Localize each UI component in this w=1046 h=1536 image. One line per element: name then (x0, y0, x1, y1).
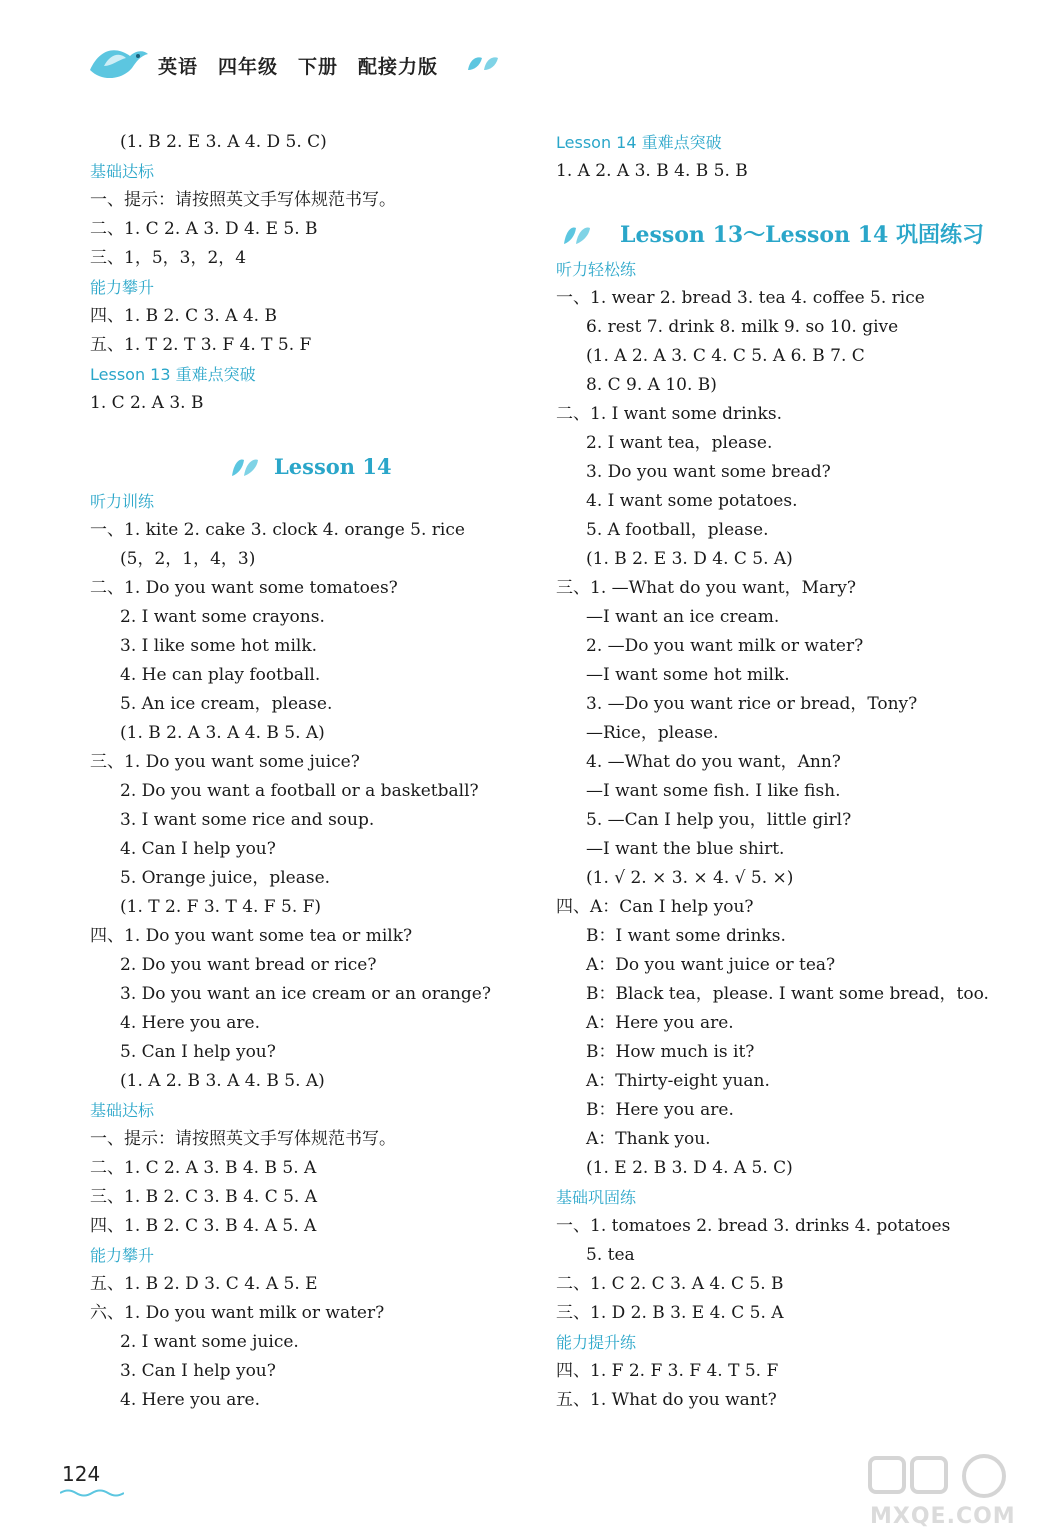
book-title (158, 52, 458, 79)
answer-line: 四、1. B 2. C 3. A 4. B (90, 306, 277, 326)
answer-line: —I want an ice cream. (586, 607, 780, 627)
subject-label: 英语 (158, 56, 199, 78)
lesson-title-text: Lesson 13～Lesson 14 巩固练习 (620, 222, 985, 248)
answer-line: 3. Do you want some bread? (586, 462, 831, 482)
answer-line: 6. rest 7. drink 8. milk 9. so 10. give (586, 317, 899, 337)
answer-line: 3. —Do you want rice or bread，Tony? (586, 694, 918, 714)
grade-label: 四年级 (218, 56, 279, 78)
answer-line: 三、1. D 2. B 3. E 4. C 5. A (556, 1303, 784, 1323)
answer-line: B：Black tea，please. I want some bread，too. (586, 984, 989, 1004)
answer-line: 一、1. tomatoes 2. bread 3. drinks 4. potatoes (556, 1216, 951, 1236)
answer-line: (1. A 2. A 3. C 4. C 5. A 6. B 7. C (586, 346, 865, 366)
answer-line: 一、提示：请按照英文手写体规范书写。 (90, 1129, 396, 1149)
leaf-icon (230, 456, 260, 478)
answer-line: 四、1. F 2. F 3. F 4. T 5. F (556, 1361, 779, 1381)
answer-line: 5. Orange juice，please. (120, 868, 331, 888)
watermark-text: MXQE.COM (870, 1504, 1016, 1529)
answer-line: (1. T 2. F 3. T 4. F 5. F) (120, 897, 322, 917)
section-heading: 听力训练 (90, 492, 155, 511)
answer-line: 1. A 2. A 3. B 4. B 5. B (556, 161, 748, 181)
answer-line: B：How much is it? (586, 1042, 755, 1062)
answer-line: 一、1. wear 2. bread 3. tea 4. coffee 5. rice (556, 288, 925, 308)
answer-line: 五、1. T 2. T 3. F 4. T 5. F (90, 335, 312, 355)
section-heading: Lesson 13 重难点突破 (90, 365, 256, 384)
answer-line: 四、A：Can I help you? (556, 897, 754, 917)
answer-line: 4. Here you are. (120, 1013, 261, 1033)
answer-line: 二、1. C 2. C 3. A 4. C 5. B (556, 1274, 784, 1294)
spacer (90, 418, 530, 447)
answer-line: 5. Can I help you? (120, 1042, 276, 1062)
answer-line: 三、1. B 2. C 3. B 4. C 5. A (90, 1187, 318, 1207)
volume-label: 下册 (298, 56, 339, 78)
answer-line: 二、1. Do you want some tomatoes? (90, 578, 398, 598)
answer-line: 4. I want some potatoes. (586, 491, 798, 511)
section-heading: 基础达标 (90, 1101, 155, 1120)
answer-line: 一、1. kite 2. cake 3. clock 4. orange 5. rice (90, 520, 465, 540)
answer-line: 三、1. —What do you want，Mary? (556, 578, 856, 598)
answer-line: 4. —What do you want，Ann? (586, 752, 841, 772)
answer-line: 4. Can I help you? (120, 839, 276, 859)
answer-line: 四、1. B 2. C 3. B 4. A 5. A (90, 1216, 317, 1236)
watermark-logo-icon (866, 1452, 1026, 1502)
answer-line: 8. C 9. A 10. B) (586, 375, 717, 395)
section-heading: 能力提升练 (556, 1333, 637, 1352)
answer-line: 六、1. Do you want milk or water? (90, 1303, 385, 1323)
answer-line: A：Here you are. (586, 1013, 734, 1033)
section-heading: 听力轻松练 (556, 260, 637, 279)
answer-line: —I want some fish. I like fish. (586, 781, 841, 801)
answer-line: 5. —Can I help you，little girl? (586, 810, 852, 830)
section-heading: 基础达标 (90, 162, 155, 181)
edition-label: 配接力版 (358, 56, 439, 78)
section-heading: 能力攀升 (90, 1246, 155, 1265)
answer-line: 5. An ice cream，please. (120, 694, 333, 714)
right-answer-column (556, 128, 996, 1415)
answer-line: 2. Do you want bread or rice? (120, 955, 377, 975)
answer-line: A：Thank you. (586, 1129, 711, 1149)
answer-line: A：Thirty-eight yuan. (586, 1071, 770, 1091)
answer-line: A：Do you want juice or tea? (586, 955, 836, 975)
answer-line: 三、1，5，3，2，4 (90, 248, 247, 268)
answer-line: —Rice，please. (586, 723, 719, 743)
answer-line: 二、1. C 2. A 3. D 4. E 5. B (90, 219, 318, 239)
answer-line: 五、1. B 2. D 3. C 4. A 5. E (90, 1274, 318, 1294)
answer-line: (1. B 2. E 3. A 4. D 5. C) (120, 132, 327, 152)
answer-line: 五、1. What do you want? (556, 1390, 777, 1410)
spacer (556, 186, 996, 215)
section-heading: Lesson 14 重难点突破 (556, 133, 722, 152)
answer-line: 5. A football，please. (586, 520, 769, 540)
answer-line: 4. Here you are. (120, 1390, 261, 1410)
lesson-title (90, 447, 530, 487)
answer-line: 4. He can play football. (120, 665, 321, 685)
answer-line: 2. I want tea，please. (586, 433, 773, 453)
answer-line: (5，2，1，4，3) (120, 549, 256, 569)
left-answer-column (90, 128, 530, 1415)
double-leaf-icon (466, 54, 500, 74)
answer-line: —I want some hot milk. (586, 665, 790, 685)
answer-line: (1. A 2. B 3. A 4. B 5. A) (120, 1071, 325, 1091)
answer-line: 2. I want some juice. (120, 1332, 299, 1352)
answer-line: (1. √ 2. × 3. × 4. √ 5. ×) (586, 868, 794, 888)
section-heading: 基础巩固练 (556, 1188, 637, 1207)
page-number-wave-decoration (60, 1488, 124, 1498)
answer-line: 2. —Do you want milk or water? (586, 636, 864, 656)
answer-line: 5. tea (586, 1245, 635, 1265)
page-number: 124 (62, 1462, 101, 1486)
answer-line: (1. B 2. E 3. D 4. C 5. A) (586, 549, 793, 569)
answer-line: (1. B 2. A 3. A 4. B 5. A) (120, 723, 325, 743)
answer-line: 2. I want some crayons. (120, 607, 325, 627)
answer-line: 一、提示：请按照英文手写体规范书写。 (90, 190, 396, 210)
bird-logo-icon (86, 40, 150, 84)
answer-line: 3. Can I help you? (120, 1361, 276, 1381)
lesson-title-text: Lesson 14 (274, 454, 392, 479)
lesson-title (556, 215, 996, 255)
answer-line: 三、1. Do you want some juice? (90, 752, 360, 772)
answer-line: 3. I want some rice and soup. (120, 810, 375, 830)
answer-line: 1. C 2. A 3. B (90, 393, 204, 413)
answer-line: B：Here you are. (586, 1100, 734, 1120)
answer-line: 二、1. I want some drinks. (556, 404, 782, 424)
answer-line: (1. E 2. B 3. D 4. A 5. C) (586, 1158, 793, 1178)
answer-line: —I want the blue shirt. (586, 839, 785, 859)
watermark (866, 1452, 1030, 1530)
answer-line: 二、1. C 2. A 3. B 4. B 5. A (90, 1158, 317, 1178)
answer-line: B：I want some drinks. (586, 926, 786, 946)
leaf-icon (562, 224, 592, 246)
section-heading: 能力攀升 (90, 278, 155, 297)
page-header (86, 40, 646, 86)
answer-line: 3. Do you want an ice cream or an orange? (120, 984, 491, 1004)
answer-line: 2. Do you want a football or a basketball? (120, 781, 479, 801)
answer-line: 3. I like some hot milk. (120, 636, 318, 656)
answer-line: 四、1. Do you want some tea or milk? (90, 926, 413, 946)
